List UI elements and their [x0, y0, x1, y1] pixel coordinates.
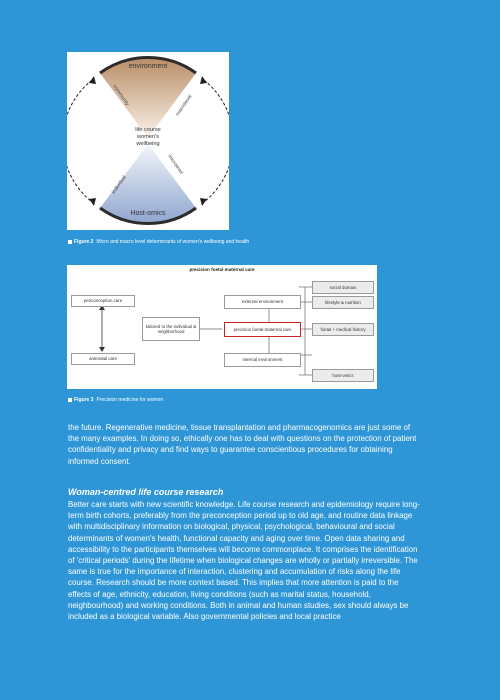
- caption-marker-icon: [68, 398, 72, 402]
- center-label-3: wellbeing: [136, 141, 160, 147]
- individual-label: individual: [110, 174, 128, 196]
- arrowhead-icon: [200, 198, 207, 206]
- precision-care-box: precision foetal-maternal care: [224, 322, 301, 337]
- caption-marker-icon: [68, 240, 72, 244]
- lifestyle-box: lifestyle & nutrition: [312, 296, 374, 309]
- periconception-care-box: periconception care: [71, 295, 135, 307]
- antenatal-care-box: antenatal care: [71, 353, 135, 365]
- arrowhead-icon: [89, 198, 96, 206]
- center-label-1: life course: [135, 127, 161, 133]
- arrowhead-icon: [89, 76, 96, 84]
- figure-2-tag: Figure 2: [74, 239, 94, 245]
- figure-2-caption-text: Micro and macro level determinants of women's wellbeing and health: [96, 239, 250, 245]
- arrowhead-icon: [200, 76, 207, 84]
- tailored-box: tailored to the individual & neighborhood: [142, 317, 200, 341]
- right-dashed-arrow: [204, 80, 229, 202]
- paragraph-2: [68, 499, 420, 622]
- internal-environment-box: internal environment: [224, 353, 301, 367]
- paragraph-1: [68, 422, 420, 467]
- external-environment-box: external environment: [224, 295, 301, 309]
- hostomics-label: Host-omics: [130, 210, 166, 217]
- environment-label: environment: [128, 63, 168, 70]
- macrolevel-label: macrolevel: [174, 93, 194, 118]
- hostomics-box: host-omics: [312, 369, 374, 382]
- figure-3-tag: Figure 3: [74, 397, 94, 403]
- figure-2-caption: [68, 239, 249, 245]
- social-domain-box: social domain: [312, 281, 374, 294]
- section-heading: Woman-centred life course research: [68, 487, 224, 497]
- paragraph-1-text: the future. Regenerative medicine, tissue transplantation and pharmacogenomics are just some of the many examples. In doing so, ethically one has to deal with questions on the protection of patient confidentiality and privacy and find ways to guarantee conscientious procedures for obtaining informed consent.: [68, 423, 417, 466]
- figure-3-caption: [68, 397, 163, 403]
- figure-3-image: [67, 265, 377, 389]
- figure-3-title: precision foetal maternal care: [189, 267, 255, 272]
- history-box: foetal + medical history: [312, 323, 374, 336]
- center-label-2: women's: [137, 134, 159, 140]
- paragraph-2-text: Better care starts with new scientific knowledge. Life course research and epidemiology require long-term birth cohorts, preferably from the preconception period up to old age, and routine data linkage with multidisciplinary information on biological, physical, psychological, behavioural and social determinants of women's health, functional capacity and aging over time. Open data sharing and accessibility to the participants themselves will become commonplace. It comprises the identification of 'critical periods' during the lifetime when biological changes are wholly or partially irreversible. The same is true for the importance of interaction, clustering and accumulation of risks along the life course. Research should be more context based. This implies that more attention is paid to the effects of age, ethnicity, education, living conditions (such as marital status, household, neighbourhood) and working conditions. Both in animal and human studies, sex should always be included as a biological variable. Also governmental policies and local practice: [68, 500, 420, 622]
- microlevel-label: microlevel: [166, 153, 185, 176]
- life-course-diagram: [67, 52, 229, 230]
- left-dashed-arrow: [67, 80, 92, 202]
- figure-3-caption-text: Precision medicine for women: [96, 397, 164, 403]
- community-label: community: [111, 83, 131, 107]
- figure-2-image: [67, 52, 229, 230]
